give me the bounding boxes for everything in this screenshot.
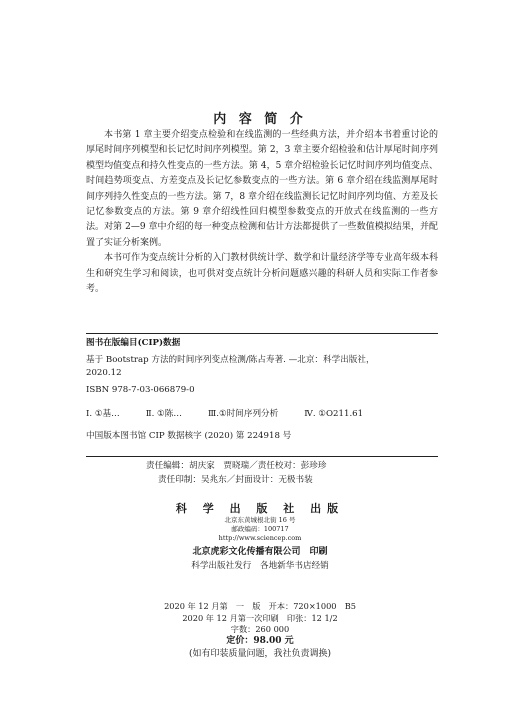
credits-editors: 责任编辑：胡庆家 贾晓瑞／责任校对：彭珍珍: [146, 461, 327, 471]
summary-paragraph-1: 本书第 1 章主要介绍变点检验和在线监测的一些经典方法，并介绍本书着重讨论的厚尾时间序列模型和长记忆时间序列模型。第 2，3 章主要介绍检验和估计厚尾时间序列模型均值变点和持久性变点的一些方法。第 4，5 章介绍检验长记忆时间序列均值变点、时间趋势项变点、方差变点及长记忆参数变点的一些方法。第 6 章介绍在线监测厚尾时间序列持久性变点的一些方法。第 7，8 章介绍在线监测长记忆时间序列均值、方差及长记忆参数变点的方法。第 9 章介绍线性回归模型参数变点的开放式在线监测的一些方法。对第 2—9 章中介绍的每一种变点检测和估计方法都提供了一些数值模拟结果，并配置了实证分析案例。: [86, 130, 438, 248]
edition-line: 2020 年 12 月第 一 版 开本：720×1000 B5: [164, 601, 356, 611]
publisher-postcode: 邮政编码：100717: [231, 525, 289, 533]
classification-4: Ⅳ. ①O211.61: [304, 409, 364, 419]
cip-classifications: [86, 408, 438, 421]
cip-isbn: ISBN 978-7-03-066879-0: [86, 385, 195, 395]
cip-record: 中国版本图书馆 CIP 数据核字 (2020) 第 224918 号: [86, 431, 292, 441]
distribution-line: 科学出版社发行 各地新华书店经销: [191, 561, 329, 571]
publisher-website: http://www.sciencep.com: [218, 534, 302, 542]
summary-paragraph-2: 本书可作为变点统计分析的入门教材供统计学、数学和计量经济学等专业高年级本科生和研究生学习和阅读，也可供对变点统计分析问题感兴趣的科研人员和实际工作者参考。: [86, 253, 438, 295]
quality-notice: (如有印装质量问题，我社负责调换): [188, 649, 332, 659]
classification-2: Ⅱ. ①陈…: [145, 409, 182, 419]
credits-block: [86, 459, 438, 487]
page-title: 内 容 简 介: [213, 112, 307, 127]
price: 定价：98.00 元: [226, 635, 294, 646]
cip-book-line: 基于 Bootstrap 方法的时间序列变点检测/陈占寿著. —北京：科学出版社，: [86, 355, 375, 365]
publisher-block: [0, 503, 520, 572]
credits-production: 责任印制：吴兆东／封面设计：无极书装: [158, 475, 313, 485]
classification-3: Ⅲ.①时间序列分析: [207, 409, 279, 419]
classification-1: Ⅰ. ①基…: [86, 409, 120, 419]
publisher-name: 科 学 出 版 社 出版: [175, 502, 345, 515]
cip-date-line: 2020.12: [86, 368, 122, 378]
printing-line: 2020 年 12 月第一次印刷 印张：12 1/2: [182, 612, 338, 623]
publisher-address: 北京东黄城根北街 16 号: [224, 516, 296, 524]
word-count: 字数：260 000: [230, 624, 290, 634]
content-summary: [86, 128, 438, 297]
cip-block: [86, 337, 438, 443]
printer-name: 北京虎彩文化传播有限公司 印刷: [192, 547, 328, 557]
divider-bottom: [86, 456, 438, 457]
divider-top: [86, 333, 438, 334]
specs-block: [0, 601, 520, 661]
cip-heading: 图书在版编目(CIP)数据: [86, 338, 181, 348]
